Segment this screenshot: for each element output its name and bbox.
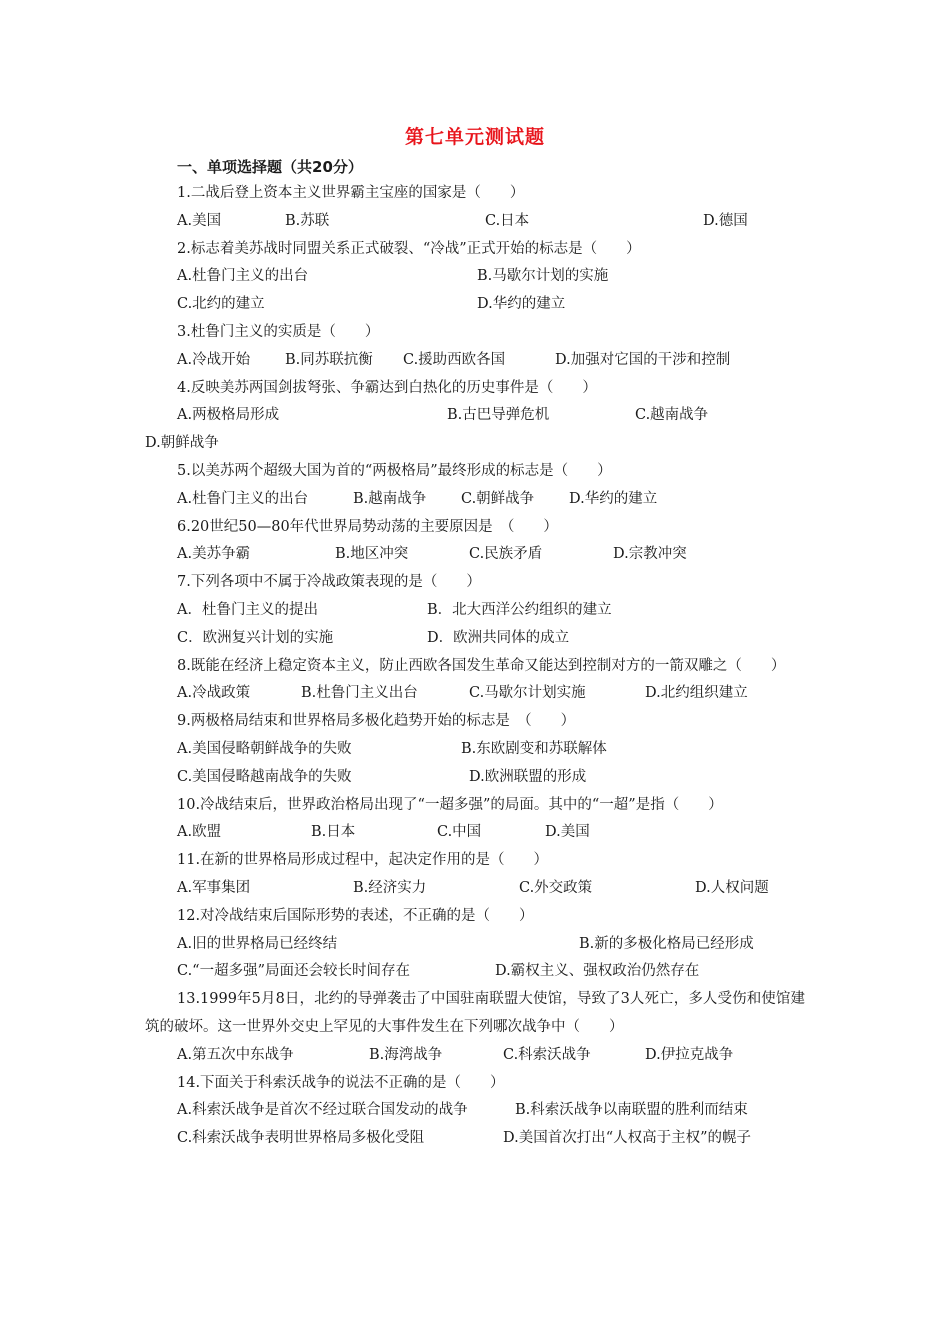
option-d: D．欧洲共同体的成立 bbox=[427, 629, 570, 646]
question-6-options bbox=[145, 541, 805, 569]
question-4-options bbox=[145, 402, 805, 430]
question-9-options-row2 bbox=[145, 764, 805, 792]
option-b: B.日本 bbox=[311, 824, 356, 841]
option-d: D.宗教冲突 bbox=[613, 546, 687, 563]
question-12-options-row1 bbox=[145, 931, 805, 959]
option-b: B.马歇尔计划的实施 bbox=[477, 268, 609, 285]
question-1-stem: 1.二战后登上资本主义世界霸主宝座的国家是（ ） bbox=[177, 185, 525, 201]
option-d: D.霸权主义、强权政治仍然存在 bbox=[495, 963, 700, 980]
option-c: C.援助西欧各国 bbox=[403, 351, 506, 368]
question-12-stem: 12.对冷战结束后国际形势的表述，不正确的是（ ） bbox=[177, 907, 534, 924]
option-a: A.第五次中东战争 bbox=[177, 1046, 294, 1063]
page-title: 第七单元测试题 bbox=[404, 126, 545, 148]
question-13-stem: 13.1999年5月8日，北约的导弹袭击了中国驻南联盟大使馆，导致了3人死亡，多人受伤和使馆建筑的破坏。这一世界外交史上罕见的大事件发生在下列哪次战争中（ ） bbox=[145, 991, 805, 1035]
question-4-stem: 4.反映美苏两国剑拔弩张、争霸达到白热化的历史事件是（ ） bbox=[177, 379, 597, 396]
question-5-stem: 5.以美苏两个超级大国为首的“两极格局”最终形成的标志是（ ） bbox=[177, 462, 612, 479]
question-9-stem: 9.两极格局结束和世界格局多极化趋势开始的标志是 （ ） bbox=[177, 713, 576, 730]
question-7-options-row2 bbox=[145, 625, 805, 653]
option-a: A.欧盟 bbox=[177, 824, 222, 841]
option-d: D.伊拉克战争 bbox=[645, 1046, 734, 1063]
question-list bbox=[145, 180, 805, 1153]
option-c: C.美国侵略越南战争的失败 bbox=[177, 768, 352, 785]
option-b: B.古巴导弹危机 bbox=[447, 407, 550, 424]
option-d: D.人权问题 bbox=[695, 879, 769, 896]
option-c: C.科索沃战争 bbox=[503, 1046, 591, 1063]
section-heading: 一、单项选择题（共20分） bbox=[177, 158, 363, 176]
option-a: A.美苏争霸 bbox=[177, 546, 251, 563]
question-1-options bbox=[145, 208, 805, 236]
option-c: C.马歇尔计划实施 bbox=[469, 685, 586, 702]
question-7-options-row1 bbox=[145, 597, 805, 625]
option-c: C.朝鲜战争 bbox=[461, 490, 535, 507]
option-b: B.地区冲突 bbox=[335, 546, 409, 563]
option-c: C.外交政策 bbox=[519, 879, 593, 896]
option-b: B.海湾战争 bbox=[369, 1046, 443, 1063]
option-b: B.东欧剧变和苏联解体 bbox=[461, 740, 607, 757]
option-c: C.北约的建立 bbox=[177, 296, 265, 313]
option-a: A.美国侵略朝鲜战争的失败 bbox=[177, 740, 352, 757]
option-a: A.冷战开始 bbox=[177, 351, 251, 368]
option-c: C.“一超多强”局面还会较长时间存在 bbox=[177, 963, 411, 980]
question-6-stem: 6.20世纪50—80年代世界局势动荡的主要原因是 （ ） bbox=[177, 518, 558, 535]
option-c: C.民族矛盾 bbox=[469, 546, 543, 563]
option-b: B.杜鲁门主义出台 bbox=[301, 685, 418, 702]
option-b: B.同苏联抗衡 bbox=[285, 351, 373, 368]
option-a: A.冷战政策 bbox=[177, 685, 251, 702]
question-11-options bbox=[145, 875, 805, 903]
question-5-options bbox=[145, 486, 805, 514]
option-a: A.杜鲁门主义的出台 bbox=[177, 490, 309, 507]
question-12-options-row2 bbox=[145, 958, 805, 986]
option-a: A.杜鲁门主义的出台 bbox=[177, 268, 309, 285]
question-8-options bbox=[145, 680, 805, 708]
question-4-option-d: D.朝鲜战争 bbox=[145, 435, 219, 452]
option-a: A.旧的世界格局已经终结 bbox=[177, 935, 338, 952]
option-b: B．北大西洋公约组织的建立 bbox=[427, 601, 612, 618]
option-c: C.日本 bbox=[485, 212, 530, 229]
option-d: D.加强对它国的干涉和控制 bbox=[555, 351, 731, 368]
option-a: A．杜鲁门主义的提出 bbox=[177, 601, 318, 618]
option-d: D.德国 bbox=[703, 212, 748, 229]
option-b: B.新的多极化格局已经形成 bbox=[579, 935, 754, 952]
question-14-options-row1 bbox=[145, 1097, 805, 1125]
question-9-options-row1 bbox=[145, 736, 805, 764]
option-d: D.美国首次打出“人权高于主权”的幌子 bbox=[503, 1130, 752, 1147]
option-a: A.两极格局形成 bbox=[177, 407, 280, 424]
question-3-stem: 3.杜鲁门主义的实质是（ ） bbox=[177, 323, 380, 340]
question-14-stem: 14.下面关于科索沃战争的说法不正确的是（ ） bbox=[177, 1074, 505, 1091]
option-a: A.军事集团 bbox=[177, 879, 251, 896]
question-2-options-row1 bbox=[145, 263, 805, 291]
option-c: C.中国 bbox=[437, 824, 482, 841]
option-d: D.欧洲联盟的形成 bbox=[469, 768, 587, 785]
question-8-stem: 8.既能在经济上稳定资本主义，防止西欧各国发生革命又能达到控制对方的一箭双雕之（ ） bbox=[177, 657, 786, 674]
option-b: B.越南战争 bbox=[353, 490, 427, 507]
question-7-stem: 7.下列各项中不属于冷战政策表现的是（ ） bbox=[177, 574, 481, 591]
option-b: B.经济实力 bbox=[353, 879, 427, 896]
option-d: D.华约的建立 bbox=[569, 490, 658, 507]
option-b: B.苏联 bbox=[285, 212, 330, 229]
question-2-options-row2 bbox=[145, 291, 805, 319]
option-a: A.美国 bbox=[177, 212, 222, 229]
question-10-stem: 10.冷战结束后，世界政治格局出现了“一超多强”的局面。其中的“一超”是指（ ） bbox=[177, 796, 723, 813]
option-c: C．欧洲复兴计划的实施 bbox=[177, 629, 334, 646]
question-13-options bbox=[145, 1042, 805, 1070]
option-d: D.北约组织建立 bbox=[645, 685, 748, 702]
option-b: B.科索沃战争以南联盟的胜利而结束 bbox=[515, 1102, 748, 1119]
question-14-options-row2 bbox=[145, 1125, 805, 1153]
option-c: C.越南战争 bbox=[635, 407, 709, 424]
option-c: C.科索沃战争表明世界格局多极化受阻 bbox=[177, 1130, 425, 1147]
question-11-stem: 11.在新的世界格局形成过程中，起决定作用的是（ ） bbox=[177, 852, 549, 869]
question-2-stem: 2.标志着美苏战时同盟关系正式破裂、“冷战”正式开始的标志是（ ） bbox=[177, 240, 641, 257]
question-10-options bbox=[145, 819, 805, 847]
option-d: D.美国 bbox=[545, 824, 590, 841]
option-d: D.华约的建立 bbox=[477, 296, 566, 313]
option-a: A.科索沃战争是首次不经过联合国发动的战争 bbox=[177, 1102, 468, 1119]
question-3-options bbox=[145, 347, 805, 375]
